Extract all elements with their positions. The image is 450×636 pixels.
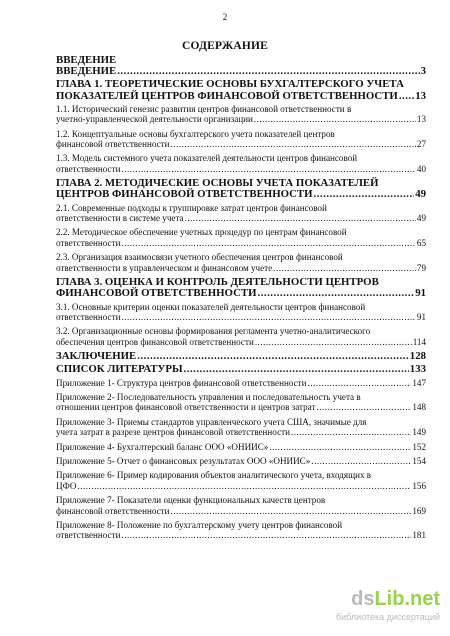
toc-entry-line: ГЛАВА 3. ОЦЕНКА И КОНТРОЛЬ ДЕЯТЕЛЬНОСТИ ЦЕНТРОВ <box>56 276 379 289</box>
toc-page-number: 3 <box>420 65 426 78</box>
toc-entry-row <box>56 456 426 466</box>
toc-entry <box>56 277 426 299</box>
toc-page-number: 13 <box>416 114 426 125</box>
toc-entry-line: Приложение 6- Пример кодирования объектов аналитического учета, входящих в <box>56 470 372 481</box>
toc-entry-line: 3.2. Организационные основы формирования регламента учетно-аналитического <box>56 326 371 337</box>
toc-entry-row <box>56 378 426 388</box>
dot-leader <box>117 66 419 77</box>
toc-entry-row <box>56 213 426 223</box>
toc-page-number: 79 <box>416 262 426 273</box>
toc-entry-row <box>56 139 426 149</box>
dot-leader <box>273 263 416 273</box>
toc-entry-row <box>56 337 426 347</box>
toc-page-number: 156 <box>412 480 426 491</box>
dot-leader <box>255 337 412 347</box>
dot-leader <box>269 442 411 452</box>
toc-entry-row <box>56 427 426 437</box>
toc-entry-row <box>56 114 426 124</box>
toc-entry-label: СПИСОК ЛИТЕРАТУРЫ <box>56 363 183 376</box>
toc-entry-row <box>56 402 426 412</box>
toc-entry-label: обеспечения центров финансовой ответственности <box>56 336 254 347</box>
dot-leader <box>121 312 415 322</box>
toc-entry <box>56 153 426 174</box>
toc-entry-label: ПОКАЗАТЕЛЕЙ ЦЕНТРОВ ФИНАНСОВОЙ ОТВЕТСТВЕННОСТИ <box>56 89 398 102</box>
toc-entry-label: учета затрат в разрезе центров финансовой ответственности <box>56 427 290 438</box>
toc-entry-row <box>56 164 426 174</box>
toc-entry-row <box>56 189 426 200</box>
toc-entry-line: 2.2. Методическое обеспечение учетных процедур по центрам финансовой <box>56 227 347 238</box>
toc-entry-row <box>56 312 426 322</box>
toc-entry-label: ФИНАНСОВОЙ ОТВЕТСТВЕННОСТИ <box>56 287 257 300</box>
toc-page-number: 91 <box>416 311 426 322</box>
toc-entry-label: отношении центров финансовой ответственности и центров затрат <box>56 402 316 413</box>
toc-page-number: 13 <box>415 89 426 102</box>
toc-page-number: 148 <box>412 402 426 413</box>
toc-entry-line: 2.3. Организация взаимосвязи учетного обеспечения центров финансовой <box>56 252 343 263</box>
toc-entry-label: ответственности в управленческом и финансовом учете <box>56 262 273 273</box>
toc-entry-label: ответственности <box>56 163 121 174</box>
table-of-contents <box>56 55 426 545</box>
toc-entry-label: финансовой ответственности <box>56 505 170 516</box>
toc-page-number: 91 <box>415 287 426 300</box>
toc-entry <box>56 520 426 541</box>
toc-entry <box>56 495 426 516</box>
toc-entry-label: ответственности <box>56 237 121 248</box>
toc-entry-line: Приложение 8- Положение по бухгалтерскому учету центров финансовой <box>56 520 343 530</box>
toc-entry-line: ГЛАВА 1. ТЕОРЕТИЧЕСКИЕ ОСНОВЫ БУХГАЛТЕРСКОГО УЧЕТА <box>56 78 404 91</box>
toc-entry-label: ответственности в системе учета <box>56 213 184 224</box>
toc-entry-row <box>56 506 426 516</box>
toc-entry-line: 1.1. Исторический генезис развития центров финансовой ответственности в <box>56 103 352 114</box>
dot-leader <box>121 530 411 540</box>
toc-entry-row <box>56 91 426 102</box>
toc-entry <box>56 417 426 438</box>
toc-page-number: 154 <box>412 455 426 466</box>
toc-entry <box>56 326 426 347</box>
dot-leader <box>184 364 409 375</box>
toc-entry-label: Приложение 1- Структура центров финансовой ответственности <box>56 377 307 388</box>
dot-leader <box>399 91 414 102</box>
toc-entry <box>56 351 426 362</box>
dot-leader <box>311 456 411 466</box>
toc-page-number: 114 <box>412 336 426 347</box>
toc-entry-line: 1.2. Концептуальные основы бухгалтерского учета показателей центров <box>56 128 335 139</box>
dot-leader <box>121 238 415 248</box>
toc-entry-label: Приложение 5- Отчет о финансовых результатах ООО «ОНИИС» <box>56 455 311 466</box>
toc-entry-line: ГЛАВА 2. МЕТОДИЧЕСКИЕ ОСНОВЫ УЧЕТА ПОКАЗАТЕЛЕЙ <box>56 177 379 190</box>
toc-entry-label: ответственности <box>56 311 121 322</box>
toc-entry-row <box>56 238 426 248</box>
toc-entry-row <box>56 288 426 299</box>
toc-entry <box>56 227 426 248</box>
toc-page-number: 40 <box>416 163 426 174</box>
toc-entry-label: ЗАКЛЮЧЕНИЕ <box>56 350 137 363</box>
dot-leader <box>121 164 415 174</box>
toc-page-number: 27 <box>416 139 426 150</box>
toc-entry-row <box>56 530 426 540</box>
toc-entry-line: Приложение 7- Показатели оценки функциональных качеств центров <box>56 495 326 506</box>
dot-leader <box>170 139 415 149</box>
toc-entry-label: Приложение 4- Бухгалтерский баланс ООО «ОНИИС» <box>56 441 269 452</box>
toc-entry-line: Приложение 3- Приемы стандартов управленческого учета США, значимые для <box>56 416 367 427</box>
toc-entry <box>56 456 426 466</box>
page-number: 2 <box>222 12 228 22</box>
toc-entry-row <box>56 364 426 375</box>
toc-page-number: 181 <box>412 530 426 541</box>
toc-entry <box>56 55 426 77</box>
toc-entry-row <box>56 351 426 362</box>
dot-leader <box>137 351 409 362</box>
toc-entry <box>56 470 426 491</box>
dslib-logo: dsLib.net <box>351 588 440 610</box>
toc-entry <box>56 178 426 200</box>
toc-entry-row <box>56 66 426 77</box>
toc-entry <box>56 129 426 150</box>
dot-leader <box>77 481 411 491</box>
toc-entry-label: учетно-управленческой деятельности организации <box>56 114 253 125</box>
toc-page-number: 49 <box>415 188 426 201</box>
dot-leader <box>316 402 411 412</box>
toc-entry-label: ЦФО <box>56 480 77 491</box>
toc-entry-line: Приложение 2- Последовательность управления и последовательность учета в <box>56 391 361 402</box>
dot-leader <box>258 288 415 299</box>
dot-leader <box>314 189 415 200</box>
toc-entry-line: 3.1. Основные критерии оценки показателей деятельности центров финансовой <box>56 301 366 312</box>
dot-leader <box>254 114 416 124</box>
watermark-logo <box>330 588 440 628</box>
toc-page-number: 49 <box>416 213 426 224</box>
toc-entry-row <box>56 442 426 452</box>
toc-entry <box>56 302 426 323</box>
dot-leader <box>307 378 411 388</box>
toc-entry <box>56 442 426 452</box>
toc-entry <box>56 203 426 224</box>
toc-page-number: 133 <box>409 363 426 376</box>
toc-entry-line: 2.1. Современные подходы к группировке затрат центров финансовой <box>56 202 327 213</box>
toc-entry-line: ВВЕДЕНИЕ <box>56 54 117 66</box>
toc-entry-row <box>56 263 426 273</box>
dot-leader <box>185 213 416 223</box>
toc-entry-label: ВВЕДЕНИЕ <box>56 65 117 78</box>
toc-entry-label: финансовой ответственности <box>56 139 170 150</box>
toc-entry-label: ответственности <box>56 530 121 541</box>
toc-page-number: 169 <box>412 505 426 516</box>
dot-leader <box>170 506 411 516</box>
toc-entry <box>56 252 426 273</box>
toc-page-number: 65 <box>416 237 426 248</box>
toc-entry <box>56 392 426 413</box>
dot-leader <box>291 427 411 437</box>
toc-page-number: 147 <box>412 377 426 388</box>
toc-page-number: 128 <box>409 350 426 363</box>
toc-page-number: 152 <box>412 441 426 452</box>
watermark-subtitle: библиотека диссертаций <box>335 612 440 622</box>
toc-entry <box>56 104 426 125</box>
toc-entry <box>56 364 426 375</box>
toc-entry <box>56 79 426 101</box>
toc-entry-row <box>56 481 426 491</box>
toc-entry-label: ЦЕНТРОВ ФИНАНСОВОЙ ОТВЕТСТВЕННОСТИ <box>56 188 313 201</box>
toc-entry <box>56 378 426 388</box>
toc-title: СОДЕРЖАНИЕ <box>181 40 269 52</box>
toc-page-number: 149 <box>412 427 426 438</box>
toc-entry-line: 1.3. Модель системного учета показателей деятельности центров финансовой <box>56 153 358 164</box>
